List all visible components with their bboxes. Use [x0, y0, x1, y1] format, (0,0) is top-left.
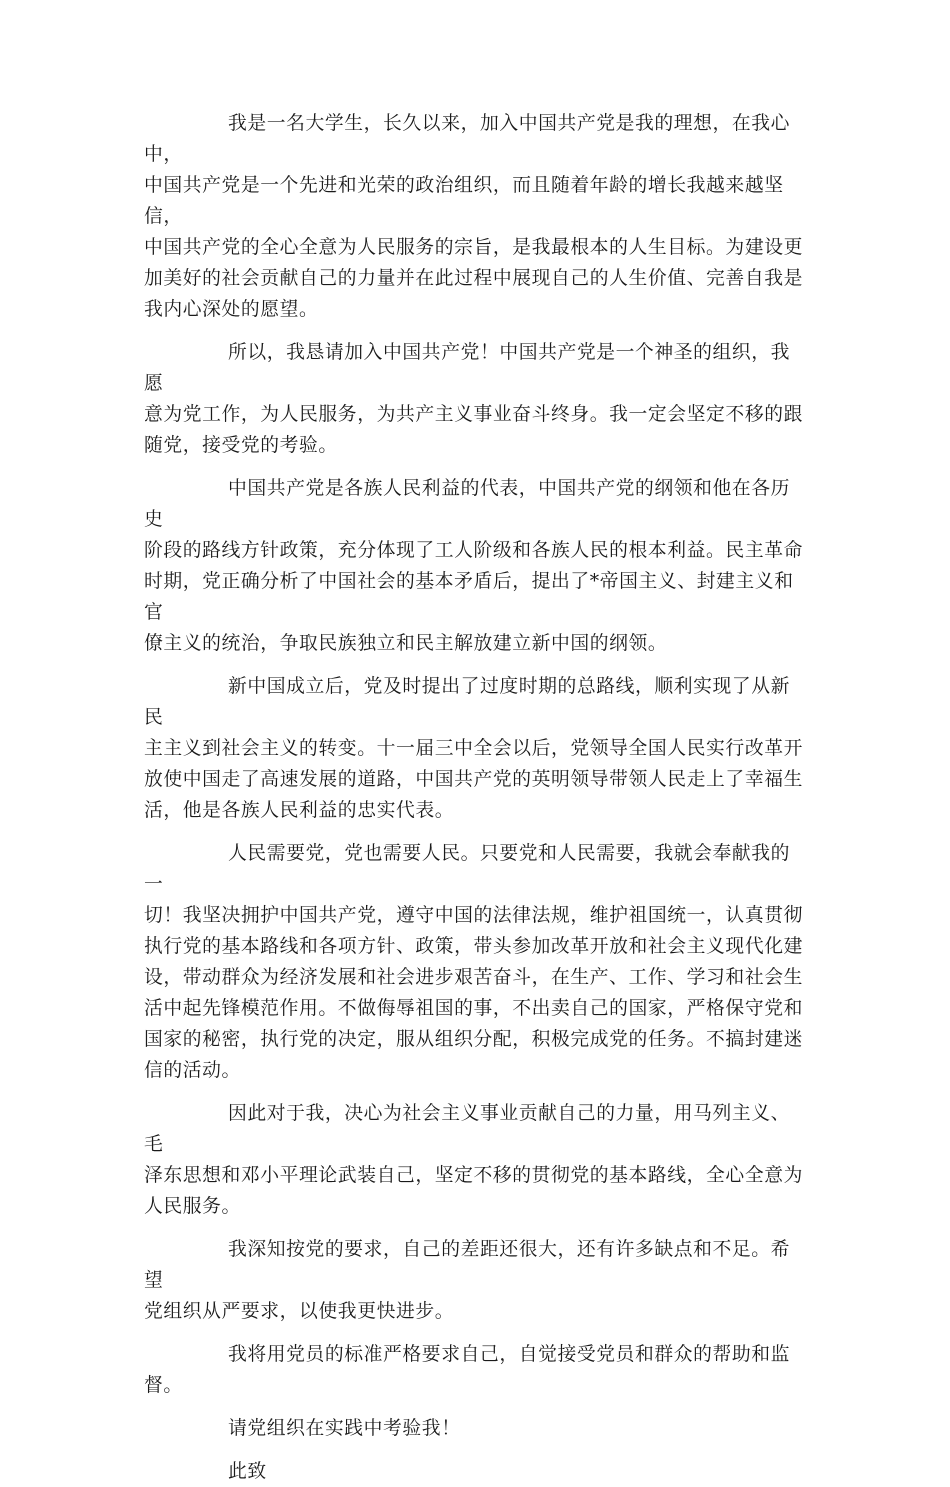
paragraph-salutation: 此致: [228, 1461, 267, 1482]
letter-body: [144, 108, 804, 1487]
paragraph-intro: 我是一名大学生，长久以来，加入中国共产党是我的理想，在我心中， 中国共产党是一个先进和光荣的政治组织，而且随着年龄的增长我越来越坚信， 中国共产党的全心全意为人民服务的宗旨，是我最根本的人生目标。为建设更 加美好的社会贡献自己的力量并在此过程中展现自己的人生价值、完善自我是 我内心深处的愿望。: [144, 113, 803, 320]
paragraph-determination: 因此对于我，决心为社会主义事业贡献自己的力量，用马列主义、毛 泽东思想和邓小平理论武装自己，坚定不移的贯彻党的基本路线，全心全意为 人民服务。: [144, 1103, 803, 1217]
paragraph-request: 所以，我恳请加入中国共产党！中国共产党是一个神圣的组织，我愿 意为党工作，为人民服务，为共产主义事业奋斗终身。我一定会坚定不移的跟 随党，接受党的考验。: [144, 342, 803, 456]
paragraph-party-representative: 中国共产党是各族人民利益的代表，中国共产党的纲领和他在各历史 阶段的路线方针政策，充分体现了工人阶级和各族人民的根本利益。民主革命 时期，党正确分析了中国社会的基本矛盾后，提出了*帝国主义、封建主义和官 僚主义的统治，争取民族独立和民主解放建立新中国的纲领。: [144, 478, 803, 654]
paragraph-standards: 我将用党员的标准严格要求自己，自觉接受党员和群众的帮助和监督。: [144, 1344, 791, 1396]
paragraph-shortcomings: 我深知按党的要求，自己的差距还很大，还有许多缺点和不足。希望 党组织从严要求，以使我更快进步。: [144, 1239, 791, 1322]
paragraph-test-request: 请党组织在实践中考验我！: [228, 1418, 461, 1439]
paragraph-commitment: 人民需要党，党也需要人民。只要党和人民需要，我就会奉献我的一 切！我坚决拥护中国共产党，遵守中国的法律法规，维护祖国统一，认真贯彻 执行党的基本路线和各项方针、政策，带头参加改革开放和社会主义现代化建 设，带动群众为经济发展和社会进步艰苦奋斗，在生产、工作、学习和社会生 活中起先锋模范作用。不做侮辱祖国的事，不出卖自己的国家，严格保守党和 国家的秘密，执行党的决定，服从组织分配，积极完成党的任务。不搞封建迷 信的活动。: [144, 843, 803, 1081]
paragraph-new-china: 新中国成立后，党及时提出了过度时期的总路线，顺利实现了从新民 主主义到社会主义的转变。十一届三中全会以后，党领导全国人民实行改革开 放使中国走了高速发展的道路，中国共产党的英明领导带领人民走上了幸福生 活，他是各族人民利益的忠实代表。: [144, 676, 803, 821]
